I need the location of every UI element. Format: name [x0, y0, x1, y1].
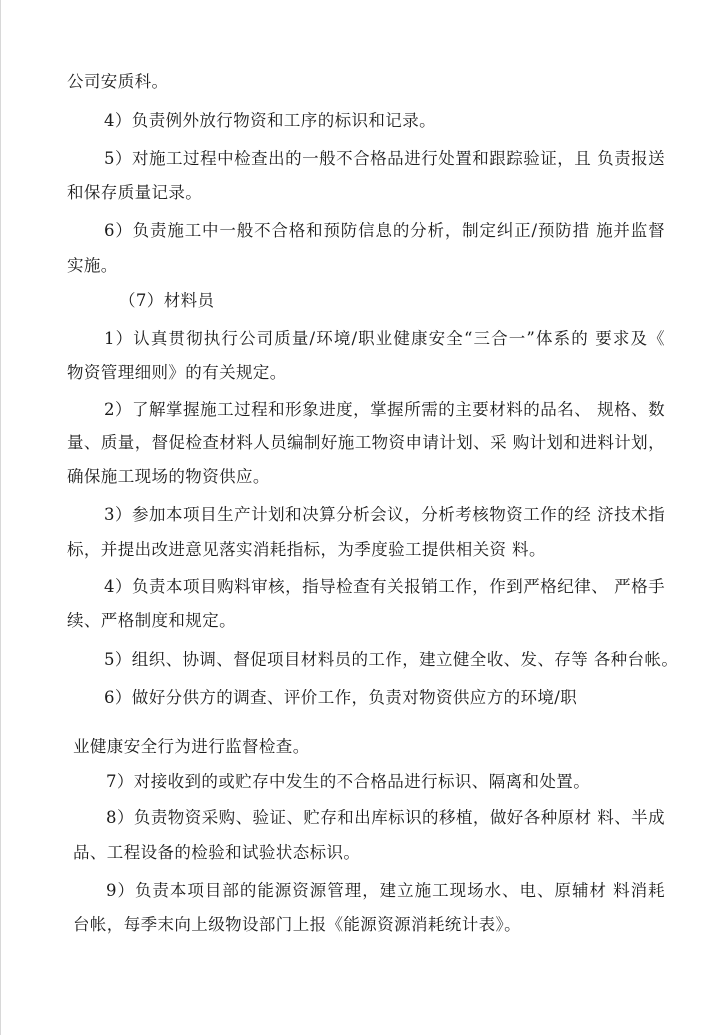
text-line: 8）负责物资采购、验证、贮存和出库标识的移植，做好各种原材 料、半成 [106, 808, 665, 827]
text-line: 4）负责本项目购料审核，指导检查有关报销工作，作到严格纪律、 严格手 [104, 577, 665, 596]
text-line: 和保存质量记录。 [67, 183, 203, 202]
text-line: 公司安质科。 [67, 72, 169, 91]
text-line: 1）认真贯彻执行公司质量/环境/职业健康安全“三合一”体系的 要求及《 [104, 329, 665, 348]
text-line: 4）负责例外放行物资和工序的标识和记录。 [104, 111, 436, 130]
text-line: 6）做好分供方的调查、评价工作，负责对物资供应方的环境/职 [104, 688, 578, 707]
text-line: 2）了解掌握施工过程和形象进度，掌握所需的主要材料的品名、 规格、数 [104, 400, 665, 419]
text-line: 5）对施工过程中检查出的一般不合格品进行处置和跟踪验证，且 负责报送 [104, 149, 665, 168]
text-line: 确保施工现场的物资供应。 [67, 467, 270, 486]
text-line: 5）组织、协调、督促项目材料员的工作，建立健全收、发、存等 各种台帐。 [104, 650, 679, 669]
text-line: 7）对接收到的或贮存中发生的不合格品进行标识、隔离和处置。 [106, 772, 591, 791]
text-line: 实施。 [67, 256, 118, 275]
text-line: 3）参加本项目生产计划和决算分析会议，分析考核物资工作的经 济技术指 [104, 505, 665, 524]
text-line: 量、质量，督促检查材料人员编制好施工物资申请计划、采 购计划和进料计划， [67, 433, 665, 452]
text-line: 标，并提出改进意见落实消耗指标，为季度验工提供相关资 料。 [67, 540, 546, 559]
text-line: 物资管理细则》的有关规定。 [67, 363, 287, 382]
text-line: 6）负责施工中一般不合格和预防信息的分析，制定纠正/预防措 施并监督 [104, 221, 665, 240]
text-line: 业健康安全行为进行监督检查。 [73, 737, 310, 756]
text-line: 台帐，每季末向上级物设部门上报《能源资源消耗统计表》。 [73, 915, 522, 934]
text-line: 9）负责本项目部的能源资源管理，建立施工现场水、电、原辅材 料消耗 [106, 881, 665, 900]
text-line: 品、工程设备的检验和试验状态标识。 [73, 843, 361, 862]
text-line: 续、严格制度和规定。 [67, 611, 236, 630]
section-heading: （7）材料员 [119, 291, 215, 310]
